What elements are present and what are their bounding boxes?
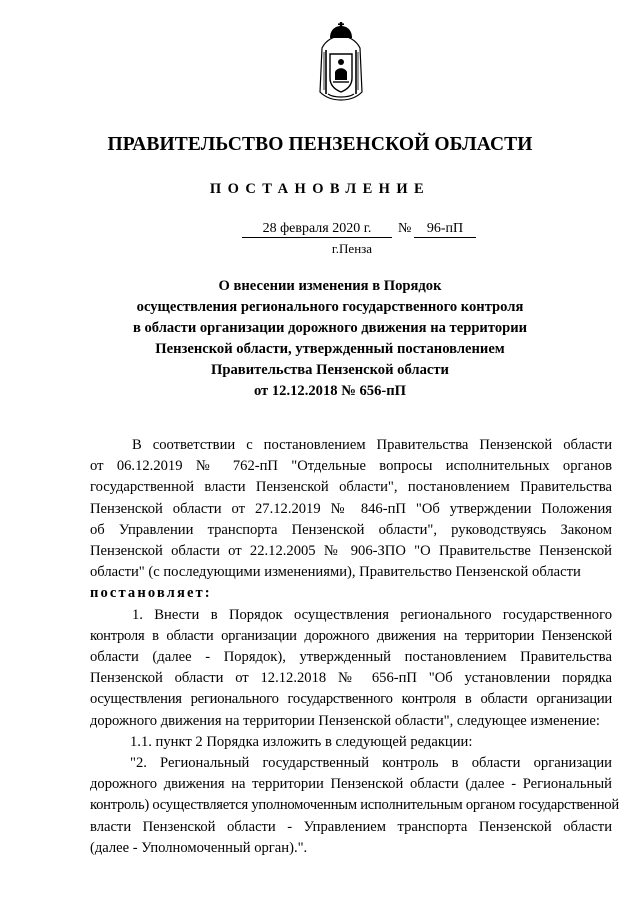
title-line: Правительства Пензенской области (211, 362, 449, 378)
body-line: Пензенской области от 12.12.2018 № 656-пП "Об установлении порядка (90, 670, 612, 687)
body-line: Пензенской области от 27.12.2019 № 846-пП "Об утверждении Положения (90, 500, 612, 517)
coat-of-arms-emblem (318, 22, 364, 102)
title-line: от 12.12.2018 № 656-пП (253, 383, 407, 399)
body-line: 1. Внести в Порядок осуществления регионального государственного (132, 606, 612, 623)
body-line: "2. Региональный государственный контроль в области организации (130, 755, 612, 772)
date-number-line (0, 221, 640, 239)
body-line: (далее - Уполномоченный орган).". (90, 839, 308, 856)
document-date: 28 февраля 2020 г. (242, 221, 392, 238)
document-title (0, 276, 640, 402)
body-line: дорожного движения на территории Пензенской области", следующее изменение: (90, 712, 600, 729)
document-body (90, 435, 619, 859)
title-line: осуществления регионального государственного контроля (136, 299, 524, 315)
resolves-keyword: постановляет: (90, 585, 212, 602)
number-sign: № (398, 221, 412, 236)
body-line: контроль) осуществляется уполномоченным исполнительным органом государственной (90, 797, 619, 814)
body-line: области (далее - Порядок), утвержденный постановлением Правительства (90, 649, 612, 666)
body-line: 1.1. пункт 2 Порядка изложить в следующей редакции: (130, 733, 473, 750)
body-line: государственной власти Пензенской области", постановлением Правительства (90, 479, 612, 496)
body-line: области" (с последующими изменениями), Правительство Пензенской области (90, 564, 581, 581)
document-type: ПОСТАНОВЛЕНИЕ (209, 181, 431, 197)
body-line: Пензенской области от 22.12.2005 № 906-ЗПО "О Правительстве Пензенской (90, 543, 612, 560)
body-line: власти Пензенской области - Управлением транспорта Пензенской области (90, 818, 612, 835)
document-number: 96-пП (414, 221, 476, 238)
body-line: контроля в области организации дорожного движения на территории Пензенской (90, 627, 612, 644)
body-line: В соответствии с постановлением Правительства Пензенской области (132, 437, 612, 453)
body-line: об Управлении транспорта Пензенской области", руководствуясь Законом (90, 521, 612, 538)
title-line: в области организации дорожного движения на территории (132, 320, 528, 336)
city: г.Пенза (331, 241, 373, 256)
title-line: Пензенской области, утвержденный постановлением (155, 341, 505, 357)
body-line: дорожного движения на территории Пензенской области (далее - Региональный (90, 776, 612, 793)
title-line: О внесении изменения в Порядок (218, 278, 442, 294)
body-line: от 06.12.2019 № 762-пП "Отдельные вопросы исполнительных органов (90, 458, 612, 475)
organization-name: ПРАВИТЕЛЬСТВО ПЕНЗЕНСКОЙ ОБЛАСТИ (107, 134, 533, 155)
body-line: осуществления регионального государственного контроля в области организации (90, 691, 612, 708)
